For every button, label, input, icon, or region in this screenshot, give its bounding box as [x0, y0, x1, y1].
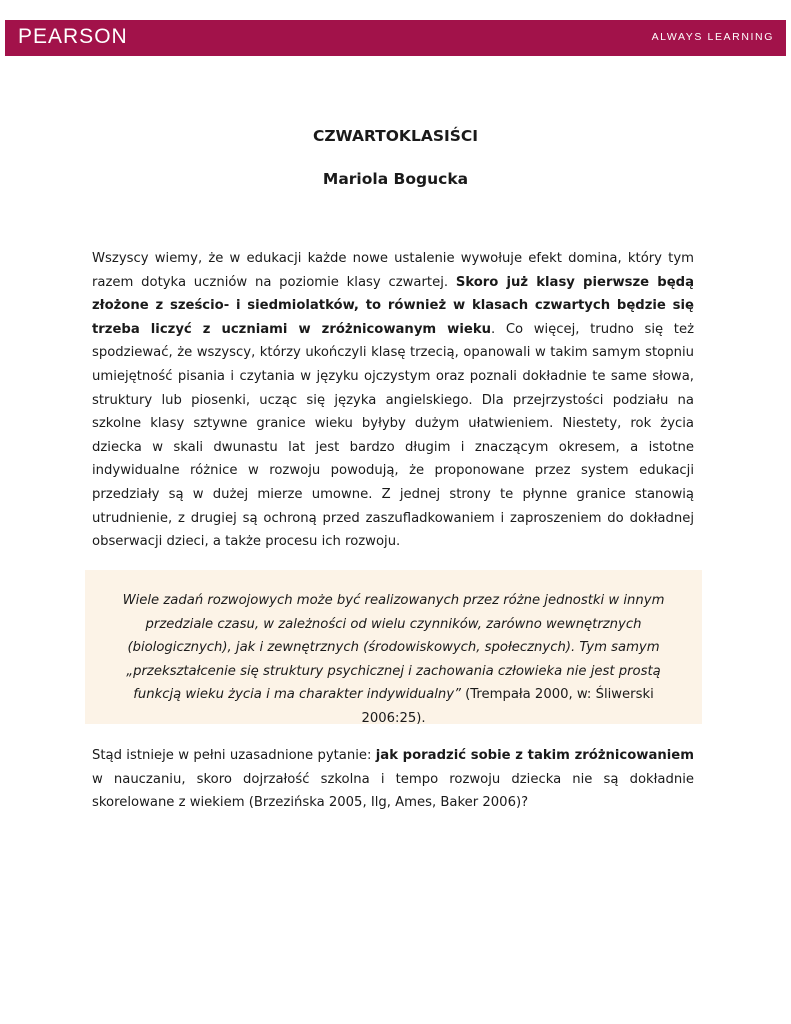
question-paragraph — [92, 744, 694, 815]
intro-paragraph — [92, 247, 694, 554]
question-text-2: w nauczaniu, skoro dojrzałość szkolna i tempo rozwoju dziecka nie są dokładnie skorelowane z wiekiem (Brzezińska 2005, Ilg, Ames, Baker 2006)? — [92, 771, 694, 811]
quote-italic: Wiele zadań rozwojowych może być realizowanych przez różne jednostki w innym przedziale czasu, w zależności od wielu czynników, zarówno wewnętrznych (biologicznych), jak i zewnętrznych (środowiskowych, społecznych). Tym samym „przekształcenie się struktury psychicznej i zachowania człowieka nie jest prostą funkcją wieku życia i ma charakter indywidualny” — [122, 593, 665, 703]
question-bold-text: jak poradzić sobie z takim zróżnicowaniem — [375, 748, 694, 763]
intro-text-2: . Co więcej, trudno się też spodziewać, że wszyscy, którzy ukończyli klasę trzecią, opanowali w takim samym stopniu umiejętność pisania i czytania w języku ojczystym oraz poznali dokładnie te same słowa, struktury lub piosenki, ucząc się języka angielskiego. Dla przejrzystości podziału na szkolne klasy sztywne granice wieku byłyby dużym ułatwieniem. Niestety, rok życia dziecka w skali dwunastu lat jest bardzo długim i znaczącym okresem, a istotne indywidualne różnice w rozwoju powodują, że proponowane przez system edukacji przedziały są w dużej mierze umowne. Z jednej strony te płynne granice stanowią utrudnienie, z drugiej są ochroną przed zaszufladkowaniem i zaproszeniem do dokładnej obserwacji dzieci, a także procesu ich rozwoju. — [92, 321, 694, 550]
intro-text-1: Wszyscy wiemy, że w edukacji każde nowe ustalenie wywołuje efekt domina, który tym razem dotyka uczniów na poziomie klasy czwartej. — [92, 251, 694, 290]
document-title: CZWARTOKLASIŚCI — [312, 127, 479, 145]
tagline: ALWAYS LEARNING — [651, 31, 774, 43]
question-text-1: Stąd istnieje w pełni uzasadnione pytanie: — [92, 748, 376, 763]
quote-text — [107, 589, 680, 731]
document-author: Mariola Bogucka — [322, 170, 469, 188]
intro-bold-text: Skoro już klasy pierwsze będą złożone z sześcio- i siedmiolatków, to również w klasach czwartych będzie się trzeba liczyć z uczniami w zróżnicowanym wieku — [92, 274, 694, 337]
header-bar — [5, 20, 786, 56]
pearson-logo: PEARSON — [18, 25, 128, 48]
quote-citation: (Trempała 2000, w: Śliwerski 2006:25). — [361, 687, 654, 726]
quote-box — [85, 570, 702, 724]
